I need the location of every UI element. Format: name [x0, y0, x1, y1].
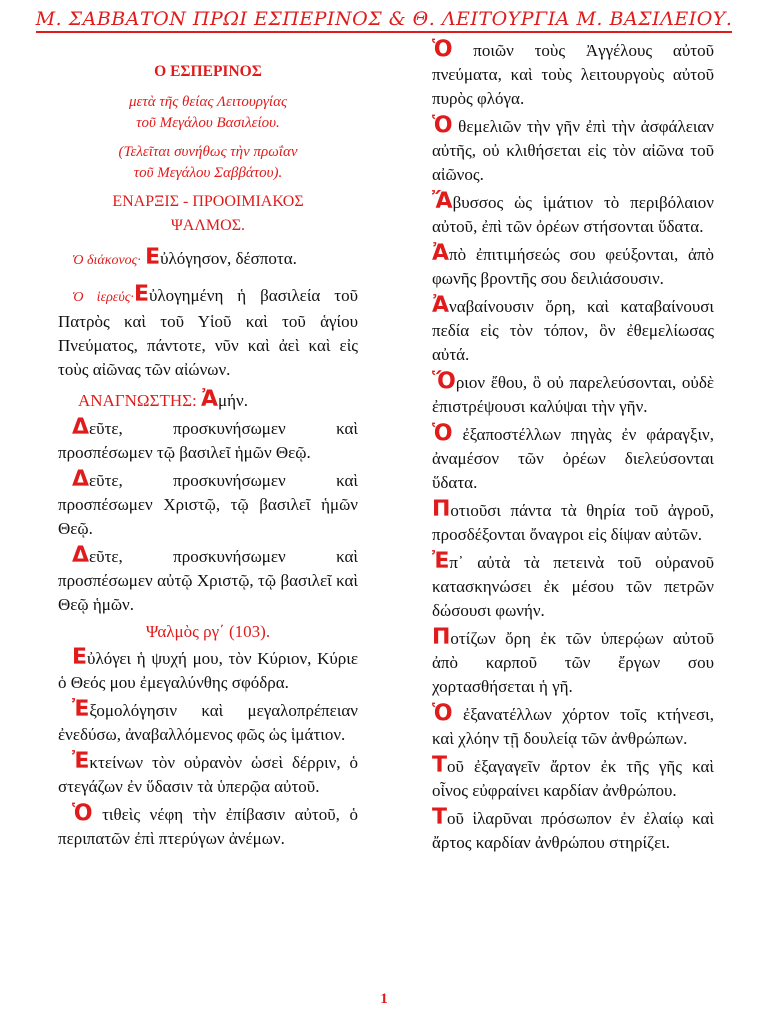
verse-text: θεμελιῶν τὴν γῆν ἐπὶ τὴν ἀσφάλειαν αὐτῆς, οὐ κλιθήσεται εἰς τὸν αἰῶνα τοῦ αἰῶνος.: [432, 117, 714, 184]
rubric-subtitle-2: [58, 142, 358, 184]
verse-text: π᾿ αὐτὰ τὰ πετεινὰ τοῦ οὐρανοῦ κατασκηνώσει ἐκ μέσου τῶν πετρῶν δώσουσι φωνήν.: [432, 553, 714, 620]
drop-initial: Τ: [432, 805, 448, 830]
rubric-line: τοῦ Μεγάλου Σαββάτου).: [133, 165, 283, 181]
verse-text: κτείνων τὸν οὐρανὸν ὡσεὶ δέρριν, ὁ στεγάζων ἐν ὕδασιν τὰ ὑπερῷα αὐτοῦ.: [58, 753, 358, 796]
reader-line: [58, 388, 358, 413]
psalm-verse: [432, 702, 714, 751]
reader-text: μήν.: [218, 391, 248, 410]
drop-initial: Δ: [72, 543, 90, 568]
header-title: Μ. ΣΑΒΒΑΤΟΝ ΠΡΩΙ ΕΣΠΕΡΙΝΟΣ & Θ. ΛΕΙΤΟΥΡΓΙΑ Μ. ΒΑΣΙΛΕΙΟΥ.: [36, 8, 733, 33]
section-heading-line: ΕΝΑΡΞΙΣ - ΠΡΟΟΙΜΙΑΚΟΣ: [112, 193, 304, 210]
right-column: [432, 38, 714, 858]
drop-initial: Ὅ: [432, 369, 456, 394]
rubric-line: (Τελεῖται συνήθως τὴν πρωΐαν: [118, 144, 298, 160]
psalm-verse: [432, 38, 714, 111]
rubric-subtitle-1: [58, 92, 358, 134]
psalm-verse: [432, 498, 714, 547]
drop-initial: Ε: [145, 245, 161, 270]
priest-line: [58, 283, 358, 382]
deacon-role: Ὁ διάκονος·: [72, 253, 141, 268]
verse-deute-1: [58, 416, 358, 465]
drop-initial: Ὁ: [432, 113, 453, 138]
service-heading: Ο ΕΣΠΕΡΙΝΟΣ: [154, 63, 262, 80]
verse-text: οτίζων ὄρη ἐκ τῶν ὑπερῴων αὐτοῦ ἀπὸ καρποῦ τῶν ἔργων σου χορτασθήσεται ἡ γῆ.: [432, 629, 714, 696]
section-heading: [58, 190, 358, 238]
psalm-verse: [58, 646, 358, 695]
rubric-line: μετὰ τῆς θείας Λειτουργίας: [128, 94, 288, 110]
drop-initial: Ὁ: [432, 701, 453, 726]
verse-deute-2: [58, 468, 358, 541]
psalm-verse: [432, 806, 714, 855]
psalm-verse: [432, 294, 714, 367]
section-heading-line: ΨΑΛΜΟΣ.: [170, 217, 246, 234]
psalm-verse: [58, 750, 358, 799]
drop-initial: Ἀ: [432, 293, 450, 318]
psalm-verse: [432, 626, 714, 699]
verse-text: ριον ἔθου, ὃ οὐ παρελεύσονται, οὐδὲ ἐπιστρέψουσι καλύψαι τὴν γῆν.: [432, 373, 714, 416]
deacon-text: ὐλόγησον, δέσποτα.: [160, 249, 297, 268]
verse-text: εῦτε, προσκυνήσωμεν καὶ προσπέσωμεν τῷ βασιλεῖ ἡμῶν Θεῷ.: [58, 419, 358, 462]
verse-text: οῦ ἱλαρῦναι πρόσωπον ἐν ἐλαίῳ καὶ ἄρτος καρδίαν ἀνθρώπου στηρίζει.: [432, 809, 714, 852]
psalm-verse: [432, 242, 714, 291]
drop-initial: Ὁ: [72, 801, 93, 826]
drop-initial: Δ: [72, 415, 90, 440]
verse-text: εῦτε, προσκυνήσωμεν καὶ προσπέσωμεν αὐτῷ Χριστῷ, τῷ βασιλεῖ καὶ Θεῷ ἡμῶν.: [58, 547, 358, 614]
verse-text: πὸ ἐπιτιμήσεώς σου φεύξονται, ἀπὸ φωνῆς βροντῆς σου δειλιάσουσιν.: [432, 245, 714, 288]
verse-text: ἐξανατέλλων χόρτον τοῖς κτήνεσι, καὶ χλόην τῇ δουλείᾳ τῶν ἀνθρώπων.: [432, 705, 714, 748]
drop-initial: Ἐ: [432, 549, 450, 574]
psalm-title: Ψαλμὸς ργ΄ (103).: [145, 622, 271, 641]
page-number: 1: [380, 991, 388, 1007]
reader-role: ΑΝΑΓΝΩΣΤΗΣ:: [78, 391, 197, 410]
drop-initial: Ἀ: [432, 241, 450, 266]
drop-initial: Π: [432, 625, 451, 650]
psalm-verse: [432, 422, 714, 495]
psalm-verse: [432, 190, 714, 239]
verse-text: ποιῶν τοὺς Ἀγγέλους αὐτοῦ πνεύματα, καὶ τοὺς λειτουργοὺς αὐτοῦ πυρὸς φλόγα.: [432, 41, 714, 108]
drop-initial: Ὁ: [432, 37, 453, 62]
drop-initial: Ἄ: [432, 189, 453, 214]
verse-text: οτιοῦσι πάντα τὰ θηρία τοῦ ἀγροῦ, προσδέξονται ὄναγροι εἰς δίψαν αὐτῶν.: [432, 501, 714, 544]
drop-initial: Ἐ: [72, 749, 90, 774]
drop-initial: Ὁ: [432, 421, 453, 446]
drop-initial: Ε: [72, 645, 88, 670]
verse-text: ὐλόγει ἡ ψυχή μου, τὸν Κύριον, Κύριε ὁ Θεός μου ἐμεγαλύνθης σφόδρα.: [58, 649, 358, 692]
verse-text: οῦ ἐξαγαγεῖν ἄρτον ἐκ τῆς γῆς καὶ οἶνος εὐφραίνει καρδίαν ἀνθρώπου.: [432, 757, 714, 800]
drop-initial: Ἀ: [201, 387, 219, 412]
priest-role: Ὁ ἱερεύς·: [72, 290, 134, 305]
verse-text: ναβαίνουσιν ὄρη, καὶ καταβαίνουσι πεδία εἰς τὸν τόπον, ὃν ἐθεμελίωσας αὐτά.: [432, 297, 714, 364]
verse-text: ξομολόγησιν καὶ μεγαλοπρέπειαν ἐνεδύσω, ἀναβαλλόμενος φῶς ὡς ἱμάτιον.: [58, 701, 358, 744]
verse-text: βυσσος ὡς ἱμάτιον τὸ περιβόλαιον αὐτοῦ, ἐπὶ τῶν ὀρέων στήσονται ὕδατα.: [432, 193, 714, 236]
psalm-verse: [58, 802, 358, 851]
rubric-line: τοῦ Μεγάλου Βασιλείου.: [136, 115, 280, 131]
priest-text: ὐλογημένη ἡ βασιλεία τοῦ Πατρὸς καὶ τοῦ Υἱοῦ καὶ τοῦ ἁγίου Πνεύματος, πάντοτε, νῦν καὶ ἀεὶ καὶ εἰς τοὺς αἰῶνας τῶν αἰώνων.: [58, 286, 359, 379]
drop-initial: Ἐ: [72, 697, 90, 722]
psalm-verse: [432, 550, 714, 623]
psalm-verse: [432, 370, 714, 419]
drop-initial: Τ: [432, 753, 448, 778]
psalm-verse: [58, 698, 358, 747]
verse-text: τιθεὶς νέφη τὴν ἐπίβασιν αὐτοῦ, ὁ περιπατῶν ἐπὶ πτερύγων ἀνέμων.: [58, 805, 358, 848]
verse-text: εῦτε, προσκυνήσωμεν καὶ προσπέσωμεν Χριστῷ, τῷ βασιλεῖ ἡμῶν Θεῷ.: [58, 471, 358, 538]
deacon-line: [58, 246, 358, 273]
psalm-verse: [432, 114, 714, 187]
verse-deute-3: [58, 544, 358, 617]
verse-text: ἐξαποστέλλων πηγὰς ἐν φάραγξιν, ἀναμέσον τῶν ὀρέων διελεύσονται ὕδατα.: [432, 425, 714, 492]
drop-initial: Δ: [72, 467, 90, 492]
drop-initial: Π: [432, 497, 451, 522]
drop-initial: Ε: [133, 282, 149, 307]
left-column: [58, 42, 358, 854]
psalm-verse: [432, 754, 714, 803]
page-header: [0, 8, 768, 30]
